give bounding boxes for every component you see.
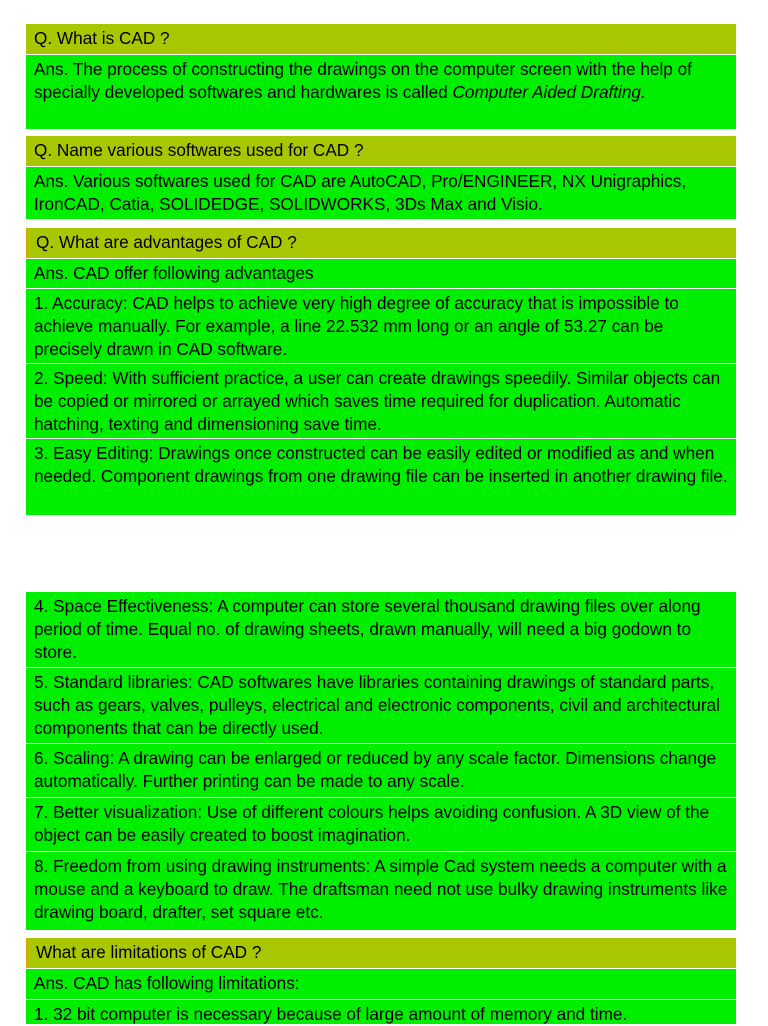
advantage-text: 1. Accuracy: CAD helps to achieve very high degree of accuracy that is impossible to achieve manually. For example, a line 22.532 mm long or an angle of 53.27 can be precisely drawn in CAD software.	[34, 293, 679, 359]
answer-text: Ans. Various softwares used for CAD are AutoCAD, Pro/ENGINEER, NX Unigraphics, IronCAD, Catia, SOLIDEDGE, SOLIDWORKS, 3Ds Max and Visio.	[34, 171, 687, 214]
advantage-text: 8. Freedom from using drawing instruments: A simple Cad system needs a computer with a mouse and a keyboard to draw. The draftsman need not use bulky drawing instruments like drawing board, drafter, set square etc.	[34, 856, 728, 922]
question-text: Q. What are advantages of CAD ?	[36, 232, 297, 252]
advantage-speed	[26, 364, 736, 438]
question-cad-advantages	[26, 228, 736, 258]
advantage-scaling	[26, 744, 736, 797]
answer-limitations-intro	[26, 969, 736, 999]
question-cad-limitations	[26, 938, 736, 968]
advantage-standard-libraries	[26, 668, 736, 743]
question-text: Q. Name various softwares used for CAD ?	[34, 140, 364, 160]
answer-text: Ans. CAD has following limitations:	[34, 973, 300, 993]
advantage-text: 6. Scaling: A drawing can be enlarged or reduced by any scale factor. Dimensions change automatically. Further printing can be made to any scale.	[34, 748, 717, 791]
answer-text: Ans. The process of constructing the drawings on the computer screen with the help of specially developed softwares and hardwares is called	[34, 59, 692, 102]
question-cad-softwares	[26, 136, 736, 166]
answer-what-is-cad	[26, 55, 736, 129]
advantage-text: 4. Space Effectiveness: A computer can store several thousand drawing files over along period of time. Equal no. of drawing sheets, drawn manually, will need a big godown to store.	[34, 596, 701, 662]
question-what-is-cad	[26, 24, 736, 54]
advantage-space-effectiveness	[26, 592, 736, 667]
question-text: Q. What is CAD ?	[34, 28, 170, 48]
advantage-text: 2. Speed: With sufficient practice, a user can create drawings speedily. Similar objects can be copied or mirrored or arrayed which saves time required for duplication. Automatic hatching, texting and dimensioning save time.	[34, 368, 721, 434]
advantage-text: 5. Standard libraries: CAD softwares have libraries containing drawings of standard parts, such as gears, valves, pulleys, electrical and electronic components, civil and architectural components that can be directly used.	[34, 672, 720, 738]
answer-advantages-intro	[26, 259, 736, 288]
answer-cad-softwares	[26, 167, 736, 219]
advantage-text: 7. Better visualization: Use of different colours helps avoiding confusion. A 3D view of the object can be easily created to boost imagination.	[34, 802, 710, 845]
question-text: What are limitations of CAD ?	[36, 942, 262, 962]
answer-emphasis: Computer Aided Drafting	[452, 82, 641, 102]
advantage-accuracy	[26, 289, 736, 363]
limitation-text: 1. 32 bit computer is necessary because of large amount of memory and time.	[34, 1004, 628, 1024]
limitation-32-bit-computer	[26, 1000, 736, 1024]
advantage-text: 3. Easy Editing: Drawings once constructed can be easily edited or modified as and when needed. Component drawings from one drawing file can be inserted in another drawing file.	[34, 443, 728, 486]
answer-period: .	[641, 82, 646, 102]
advantage-freedom-from-instruments	[26, 852, 736, 930]
answer-text: Ans. CAD offer following advantages	[34, 263, 314, 283]
advantage-easy-editing	[26, 439, 736, 515]
advantage-better-visualization	[26, 798, 736, 851]
